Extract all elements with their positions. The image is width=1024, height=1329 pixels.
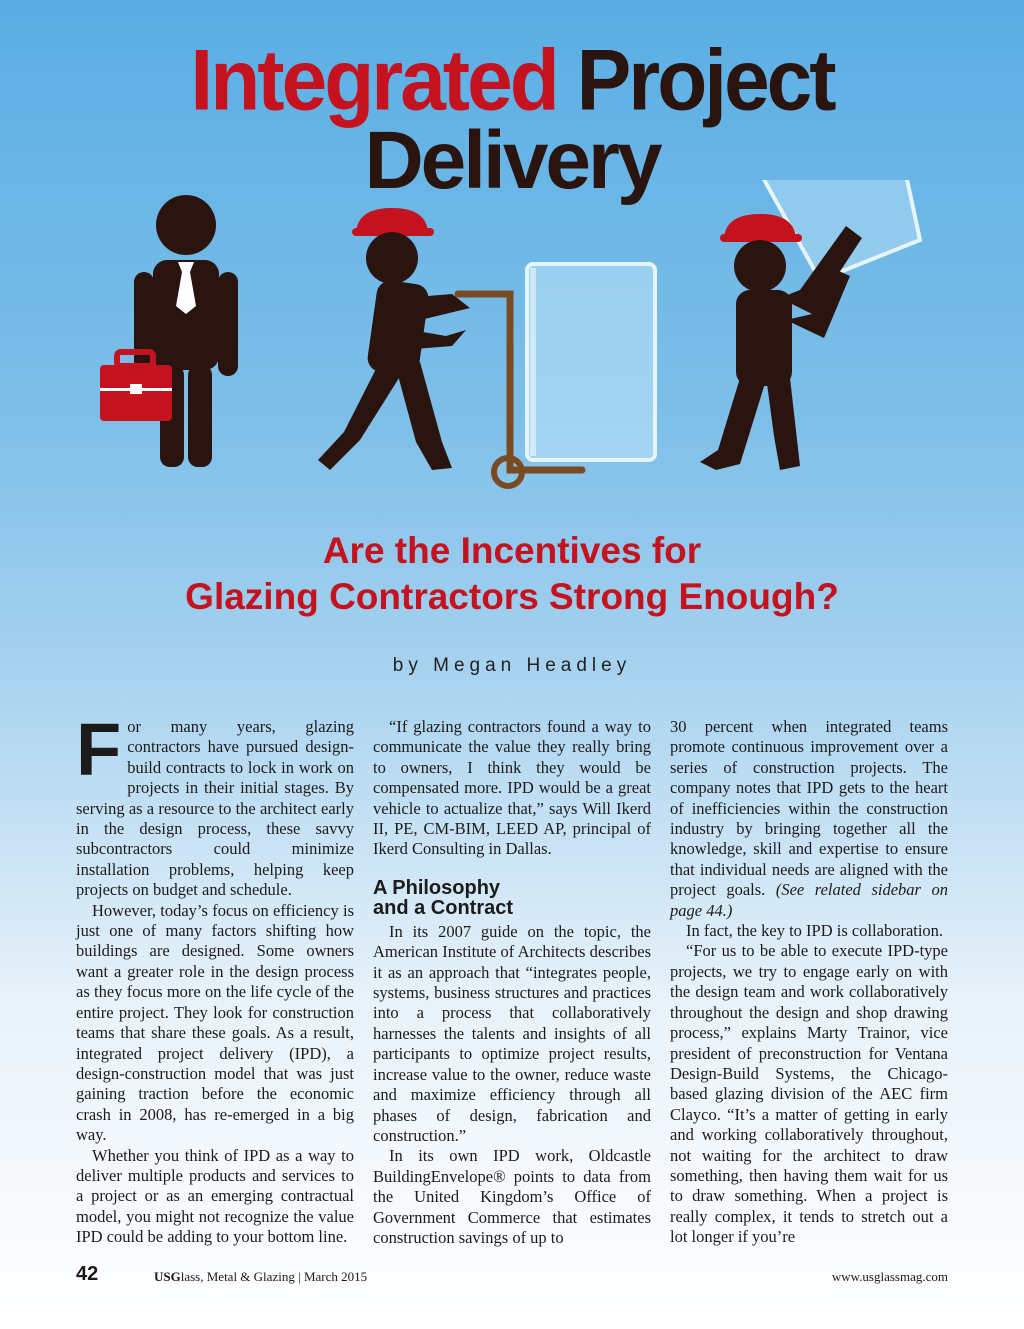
article-column-1 bbox=[76, 708, 354, 1248]
hero-illustration bbox=[0, 180, 1024, 510]
section-subhead: A Philosophy and a Contract bbox=[373, 876, 514, 919]
worker-lifting-glass bbox=[700, 214, 862, 470]
byline: by Megan Headley bbox=[392, 655, 632, 676]
publication-name: USGlass, Metal & Glazing | March 2015 bbox=[154, 1269, 368, 1284]
article-column-2 bbox=[373, 717, 651, 1248]
paragraph: Whether you think of IPD as a way to deliver multiple products and services to a project or as an emerging contractual model, you might not recognize the value IPD could be adding to your bottom line. bbox=[76, 1145, 354, 1247]
page-number: 42 bbox=[76, 1263, 99, 1285]
paragraph: For many years, glazing contractors have pursued design-build contracts to lock in work on projects in their initial stages. By serving as a resource to the architect early in the design process, these savvy subcontractors could minimize installation problems, helping keep projects on budget and schedule. bbox=[76, 708, 354, 900]
sidebar-reference: (See related sidebar on page 44.) bbox=[670, 880, 948, 920]
title-project: Project bbox=[576, 32, 834, 129]
worker-with-hand-truck bbox=[318, 208, 470, 470]
glass-panel-icon bbox=[527, 264, 655, 460]
paragraph: In fact, the key to IPD is collaboration. bbox=[686, 921, 944, 941]
website-url: www.usglassmag.com bbox=[831, 1269, 948, 1284]
page-footer bbox=[76, 1263, 948, 1289]
paragraph: In its 2007 guide on the topic, the American Institute of Architects describes it as an approach that “integrates people, systems, business structures and practices into a process that collaboratively harnesses the talents and insights of all participants to optimize project results, increase value to the owner, reduce waste and maximize efficiency through all phases of design, fabrication and construction.” bbox=[373, 921, 651, 1145]
article-column-3 bbox=[670, 717, 948, 1248]
title-integrated: Integrated bbox=[190, 32, 557, 129]
paragraph: “If glazing contractors found a way to communicate the value they really bring to owners, I think they would be compensated more. IPD would be a great vehicle to actualize that,” says Will Ikerd II, PE, CM-BIM, LEED AP, principal of Ikerd Consulting in Dallas. bbox=[373, 717, 651, 859]
issue-date: March 2015 bbox=[303, 1269, 368, 1284]
paragraph: In its own IPD work, Oldcastle BuildingEnvelope® points to data from the United Kingdom’s Office of Government Commerce that estimates construction savings of up to bbox=[373, 1146, 651, 1247]
article-title-line1 bbox=[0, 32, 1024, 129]
subtitle-line2: Glazing Contractors Strong Enough? bbox=[185, 576, 839, 617]
title-delivery: Delivery bbox=[364, 115, 660, 206]
businessman-figure bbox=[134, 195, 238, 467]
paragraph: 30 percent when integrated teams promote continuous improvement over a series of construction projects. The company notes that IPD gets to the heart of inefficiencies within the construction industry by bringing together all the knowledge, skill and expertise to ensure that individual needs are aligned with the project goals. (See related sidebar on page 44.) bbox=[670, 717, 948, 920]
paragraph: “For us to be able to execute IPD-type projects, we try to engage early on with the design team and work collaboratively throughout the design and shop drawing process,” explains Marty Trainor, vice president of preconstruction for Ventana Design-Build Systems, the Chicago-based glazing division of the AEC firm Clayco. “It’s a matter of getting in early and working collaboratively throughout, not waiting for the architect to draw something, then having them wait for us to draw something. When a project is really complex, it tends to stretch out a lot longer if you’re bbox=[670, 941, 948, 1247]
subtitle-line1: Are the Incentives for bbox=[322, 530, 702, 571]
drop-cap: F bbox=[76, 708, 122, 791]
paragraph: However, today’s focus on efficiency is just one of many factors shifting how buildings are designed. Some owners want a greater role in the design process as they focus more on the life cycle of the entire project. They look for construction teams that share these goals. As a result, integrated project delivery (IPD), a design-construction model that was just gaining traction before the economic crash in 2008, has re-emerged in a big way. bbox=[76, 900, 354, 1145]
